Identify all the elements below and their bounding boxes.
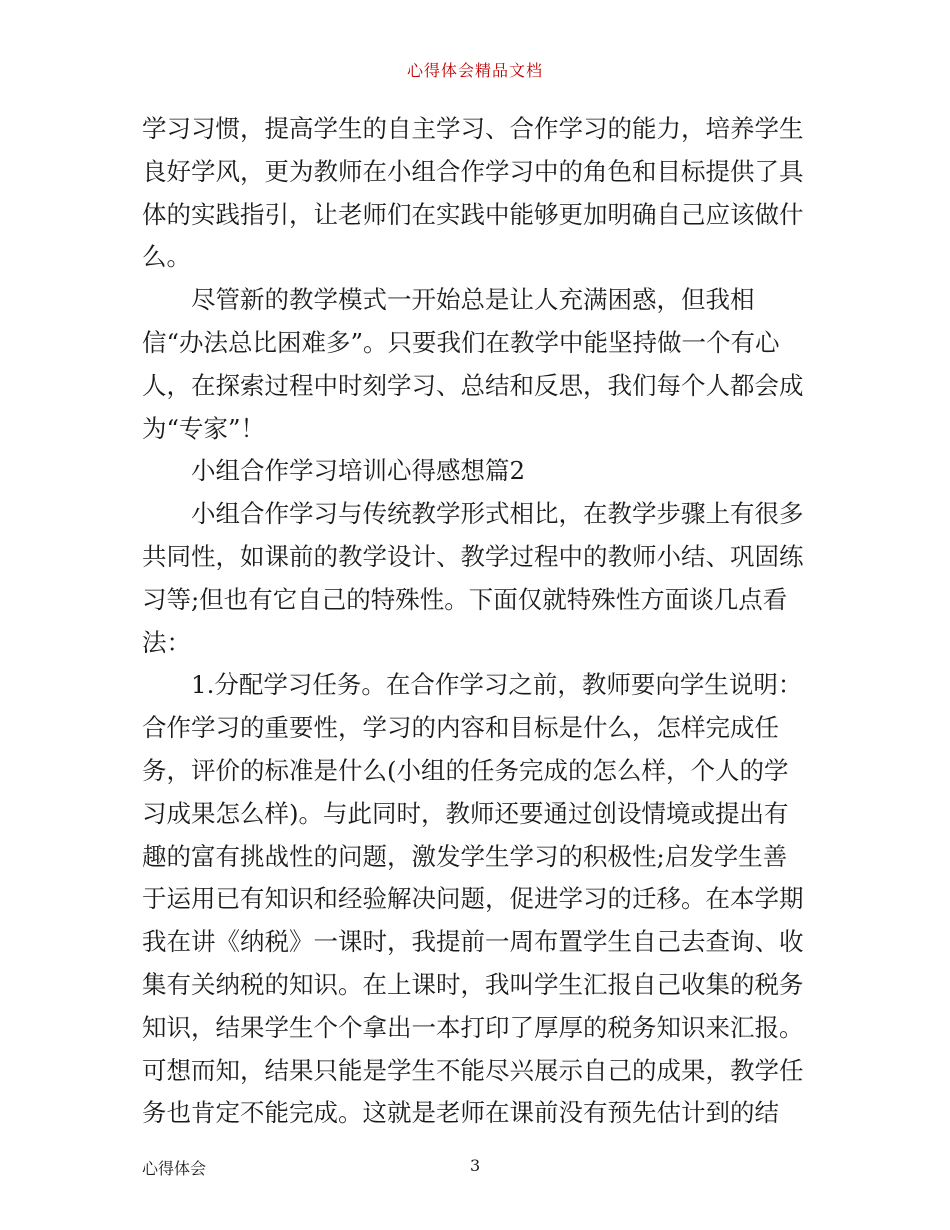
text-line: 小组合作学习与传统教学形式相比，在教学步骤上有很多	[191, 499, 804, 529]
text-line: 尽管新的教学模式一开始总是让人充满困惑，但我相	[191, 285, 755, 315]
text-line: 么。	[142, 242, 191, 272]
text-line: 小组合作学习培训心得感想篇2	[191, 456, 526, 486]
text-line: 习成果怎么样)。与此同时，教师还要通过创设情境或提出有	[142, 798, 789, 828]
text-line: 合作学习的重要性，学习的内容和目标是什么，怎样完成任	[142, 713, 779, 743]
text-line: 集有关纳税的知识。在上课时，我叫学生汇报自己收集的税务	[142, 969, 804, 999]
text-line: 信“办法总比困难多”。只要我们在教学中能坚持做一个有心	[142, 327, 780, 357]
text-line: 1.分配学习任务。在合作学习之前，教师要向学生说明：	[191, 670, 803, 700]
text-line: 法：	[142, 627, 191, 657]
text-line: 体的实践指引，让老师们在实践中能够更加明确自己应该做什	[142, 199, 804, 229]
text-line: 良好学风，更为教师在小组合作学习中的角色和目标提供了具	[142, 156, 804, 186]
text-line: 趣的富有挑战性的问题，激发学生学习的积极性;启发学生善	[142, 841, 788, 871]
text-line: 务，评价的标准是什么(小组的任务完成的怎么样，个人的学	[142, 755, 789, 785]
text-line: 人，在探索过程中时刻学习、总结和反思，我们每个人都会成	[142, 370, 804, 400]
text-line: 知识，结果学生个个拿出一本打印了厚厚的税务知识来汇报。	[142, 1012, 804, 1042]
text-line: 学习习惯，提高学生的自主学习、合作学习的能力，培养学生	[142, 114, 804, 143]
text-line: 我在讲《纳税》一课时，我提前一周布置学生自己去查询、收	[142, 927, 804, 957]
text-line: 为“专家”！	[142, 413, 266, 443]
footer-label: 心得体会	[142, 1159, 207, 1178]
text-line: 于运用已有知识和经验解决问题，促进学习的迁移。在本学期	[142, 884, 804, 914]
document-body	[142, 108, 810, 1135]
text-line: 可想而知，结果只能是学生不能尽兴展示自己的成果，教学任	[142, 1055, 804, 1085]
text-line: 习等;但也有它自己的特殊性。下面仅就特殊性方面谈几点看	[142, 584, 788, 614]
text-line: 共同性，如课前的教学设计、教学过程中的教师小结、巩固练	[142, 541, 804, 571]
document-header-title: 心得体会精品文档	[406, 61, 543, 80]
page-number: 3	[470, 1156, 481, 1175]
text-line: 务也肯定不能完成。这就是老师在课前没有预先估计到的结	[142, 1098, 779, 1128]
